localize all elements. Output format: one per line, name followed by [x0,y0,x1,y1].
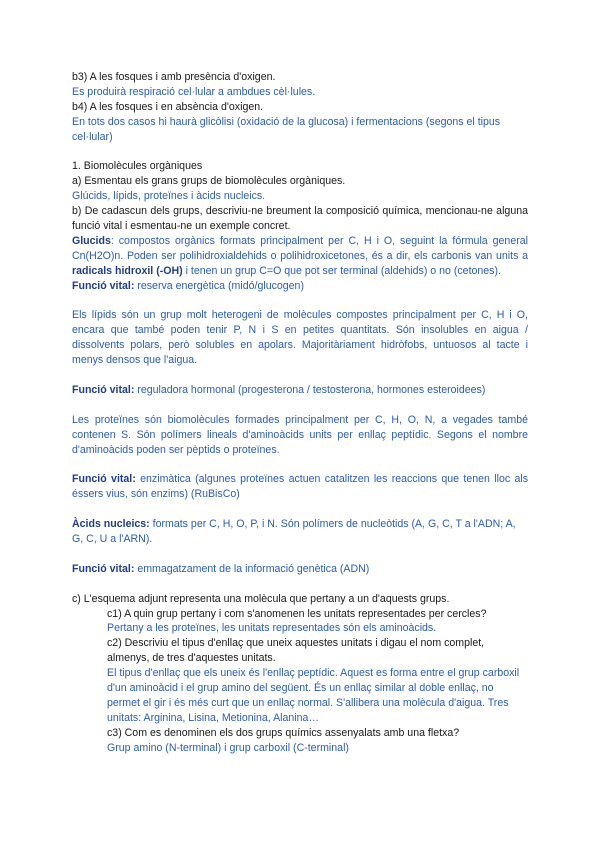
nucleic-acids-paragraph [72,517,528,547]
function-text: reguladora hormonal (progesterona / testosterona, hormones esteroidees) [134,383,486,396]
proteins-paragraph: Les proteïnes són biomolècules formades principalment per C, H, O, N, a vegades també contenen S. Són polímers lineals d'aminoàcids units per enllaç peptídic. Segons el nombre d'aminoàcids poden ser pèptids o proteïnes. [72,413,528,456]
question-b: b) De cadascun dels grups, descriviu-ne breument la composició química, mencionau-ne alguna funció vital i esmentau-ne un exemple concret. [72,205,528,233]
function-label: Funció vital: [72,473,136,486]
function-text: reserva energètica (midó/glucogen) [134,279,304,292]
question-c: c) L'esquema adjunt representa una molècula que pertany a un d'aquests grups. [72,592,450,605]
proteins-function [72,472,528,502]
question-a: a) Esmentau els grans grups de biomolècules orgàniques. [72,175,346,188]
glucids-function [72,279,528,294]
glucids-bold: radicals hidroxil (-OH) [72,264,183,277]
lipids-paragraph: Els lípids són un grup molt heterogeni de molècules compostes principalment per C, H i O, encara que també poden tenir P, N i S en petites quantitats. Són insolubles en aigua / dissolvents polars, però solubles en apolars. Majoritàriament hidròfobs, untuosos al tacte i menys densos que l'aigua. [72,309,528,367]
answer-b3: Es produirà respiració cel·lular a ambdues cèl·lules. [72,85,316,98]
question-b4: b4) A les fosques i en absència d'oxigen. [72,100,264,113]
function-text: emmagatzament de la informació genètica (ADN) [134,562,370,575]
nucleic-acids-function [72,562,528,577]
function-label: Funció vital: [72,562,135,575]
question-c3: c3) Com es denominen els dos grups químics assenyalats amb una fletxa? [107,726,460,739]
function-label: Funció vital: [72,279,135,292]
function-text: enzimàtica (algunes proteïnes actuen catalitzen les reaccions que tenen lloc als éssers vius, són enzims) (RuBisCo) [72,473,529,501]
question-c1: c1) A quin grup pertany i com s'anomenen les unitats representades per cercles? [107,607,487,620]
answer-c1: Pertany a les proteïnes, les unitats representades són els aminoàcids. [107,622,437,635]
answer-a: Glúcids, lípids, proteïnes i àcids nucleics. [72,190,266,203]
answer-c3: Grup amino (N-terminal) i grup carboxil (C-terminal) [107,741,349,754]
question-c-subitems [72,607,528,756]
document-body [72,70,528,756]
glucids-term: Glucids [72,234,111,247]
glucids-text-2: i tenen un grup C=O que pot ser terminal (aldehids) o no (cetones). [182,264,501,277]
glucids-paragraph [72,234,528,279]
nucleic-acids-term: Àcids nucleics: [72,518,150,531]
section-title: 1. Biomolècules orgàniques [72,160,203,173]
nucleic-acids-text: formats per C, H, O, P, i N. Són polímers de nucleòtids (A, G, C, T a l'ADN; A, G, C, U a l'ARN). [72,518,516,545]
lipids-function [72,383,528,398]
answer-b4: En tots dos casos hi haurà glicòlisi (oxidació de la glucosa) i fermentacions (segons el tipus cel·lular) [72,115,501,143]
question-c2: c2) Descriviu el tipus d'enllaç que uneix aquestes unitats i digau el nom complet, almenys, de tres d'aquestes unitats. [107,637,485,665]
question-b3: b3) A les fosques i amb presència d'oxigen. [72,71,276,83]
glucids-text-1: : compostos orgànics formats principalment per C, H i O, seguint la fórmula general Cn(H2O)n. Poden ser polihidroxialdehids o polihidroxicetones, és a dir, els carbonis van units a [72,234,528,262]
answer-c2: El tipus d'enllaç que els uneix és l'enllaç peptídic. Aquest es forma entre el grup carboxil d'un aminoàcid i el grup amino del següent. És un enllaç similar al doble enllaç, no permet el gir i és més curt que un enllaç normal. S'allibera una molècula d'aigua. Tres unitats: Arginina, Lisina, Metionina, Alanina… [107,667,520,724]
function-label: Funció vital: [72,383,135,396]
